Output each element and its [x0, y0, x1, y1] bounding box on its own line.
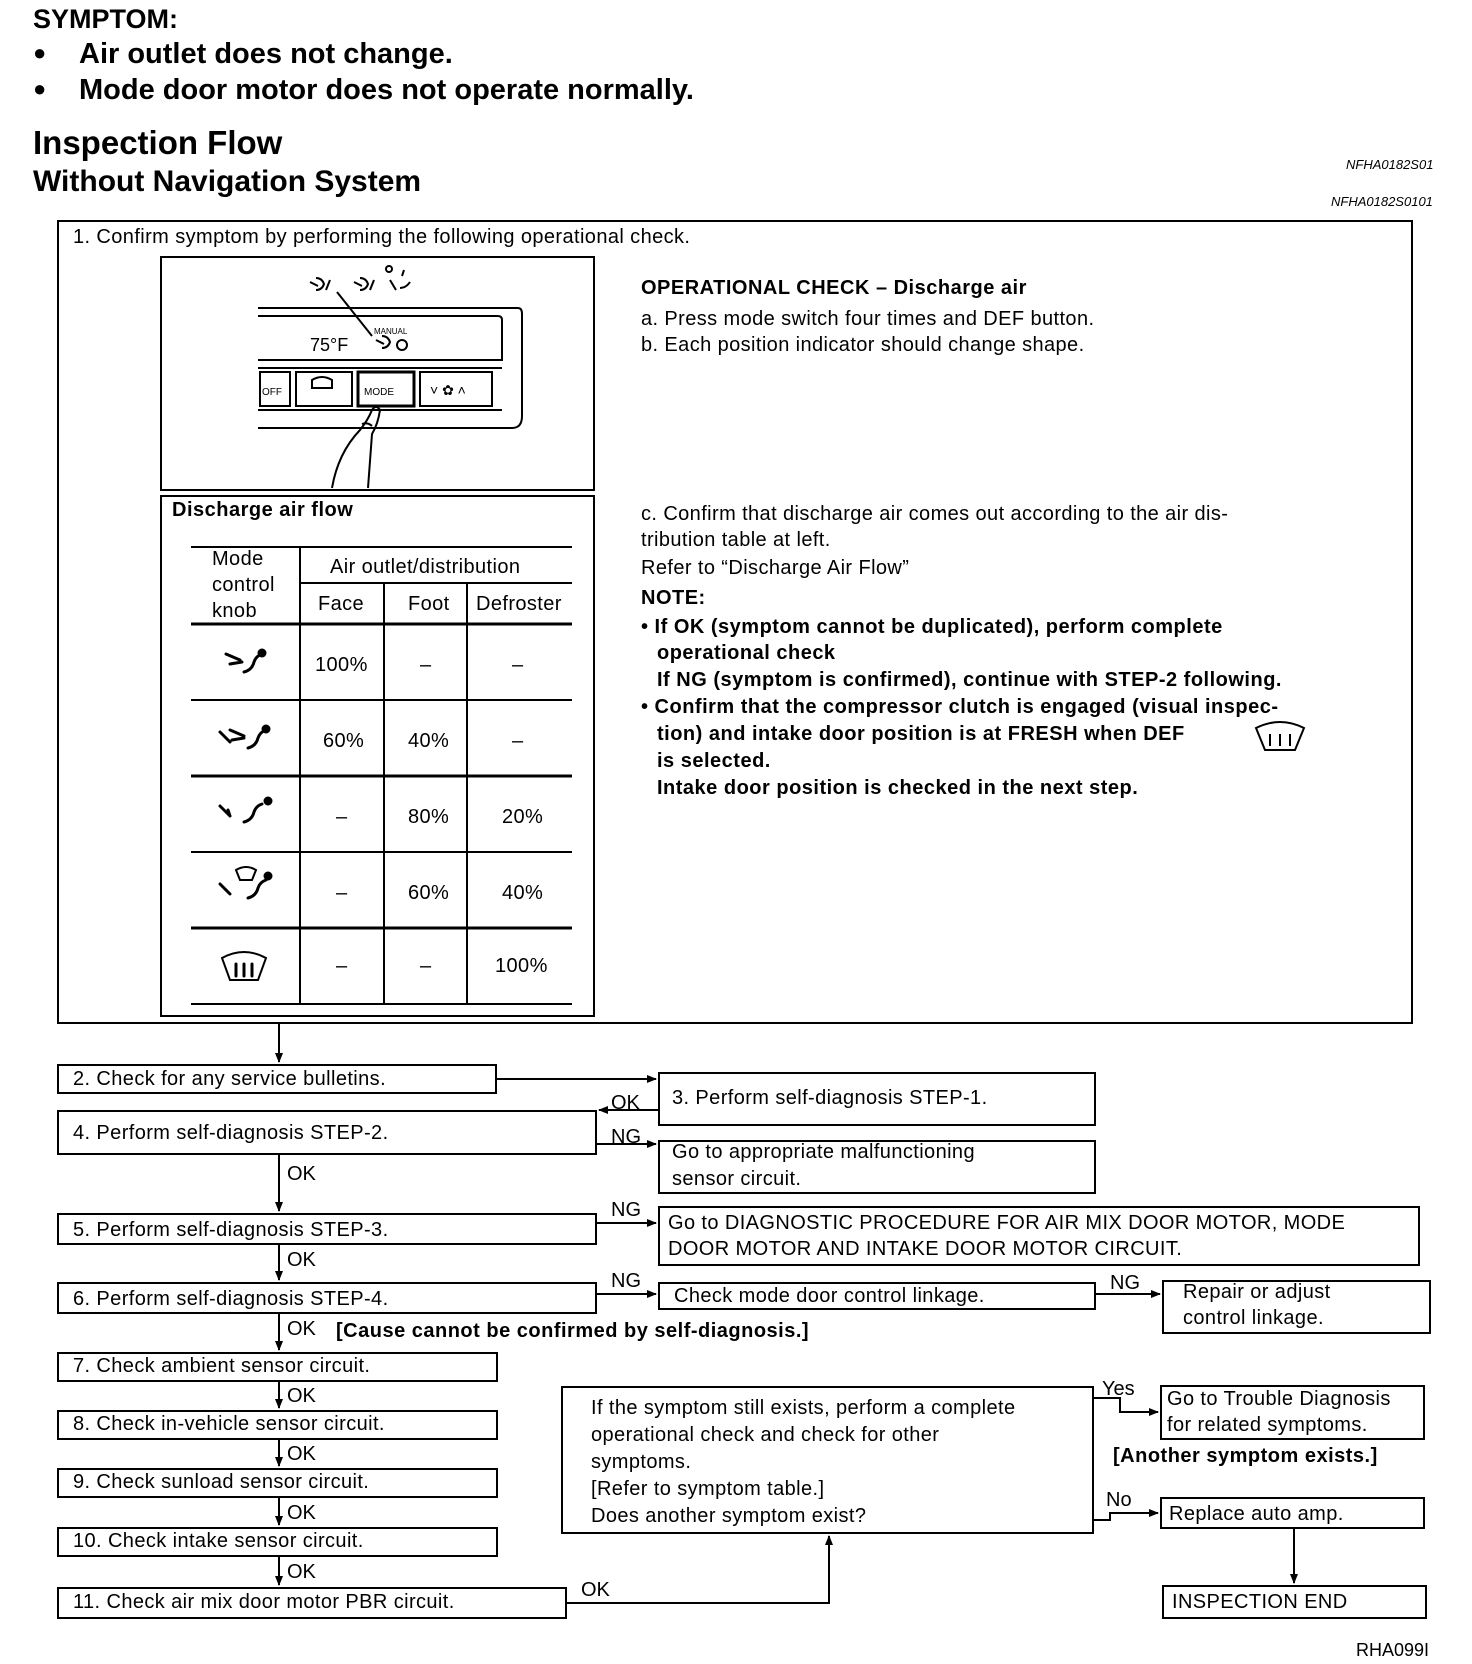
- cell-value: –: [420, 654, 432, 676]
- cell-value: 100%: [495, 955, 548, 977]
- repair-line1: Repair or adjust: [1183, 1281, 1331, 1303]
- ng-label: NG: [611, 1270, 641, 1292]
- cell-value: 60%: [408, 882, 450, 904]
- ok-label: OK: [287, 1163, 316, 1185]
- symptom-item: ● Air outlet does not change.: [33, 38, 453, 70]
- header-mode-3: knob: [212, 600, 257, 622]
- yes-box-line2: for related symptoms.: [1167, 1414, 1368, 1436]
- page-subtitle: Without Navigation System: [33, 165, 422, 198]
- cell-value: –: [336, 955, 348, 977]
- repair-line2: control linkage.: [1183, 1307, 1324, 1329]
- step6-ng-text: Check mode door control linkage.: [674, 1285, 985, 1307]
- table-title: Discharge air flow: [172, 499, 354, 521]
- cell-value: –: [512, 654, 524, 676]
- cell-value: –: [336, 882, 348, 904]
- confirm-c-line2: tribution table at left.: [641, 529, 831, 551]
- op-check-b: b. Each position indicator should change shape.: [641, 334, 1085, 356]
- header-defroster: Defroster: [476, 593, 562, 615]
- no-label: No: [1106, 1489, 1132, 1511]
- yes-label: Yes: [1102, 1378, 1135, 1400]
- no-box-text: Replace auto amp.: [1169, 1503, 1344, 1525]
- refer-text: Refer to “Discharge Air Flow”: [641, 557, 910, 579]
- step4-ng-line1: Go to appropriate malfunctioning: [672, 1141, 975, 1163]
- final-line: If the symptom still exists, perform a complete: [591, 1397, 1016, 1419]
- confirm-c-line1: c. Confirm that discharge air comes out according to the air dis-: [641, 503, 1229, 525]
- ok-label: OK: [611, 1092, 640, 1114]
- step6-text: 6. Perform self-diagnosis STEP-4.: [73, 1288, 389, 1310]
- step2-text: 2. Check for any service bulletins.: [73, 1068, 387, 1090]
- page-title: Inspection Flow: [33, 124, 283, 161]
- final-line: operational check and check for other: [591, 1424, 940, 1446]
- note-line: Intake door position is checked in the next step.: [657, 777, 1139, 799]
- ref-code: NFHA0182S0101: [1331, 194, 1433, 209]
- op-check-a: a. Press mode switch four times and DEF button.: [641, 308, 1095, 330]
- header-group: Air outlet/distribution: [330, 556, 521, 578]
- cause-note: [Cause cannot be confirmed by self-diagnosis.]: [336, 1320, 810, 1342]
- ng-label: NG: [611, 1199, 641, 1221]
- cell-value: 40%: [408, 730, 450, 752]
- symptom-title: SYMPTOM:: [33, 4, 179, 34]
- mode-label: MODE: [364, 387, 394, 398]
- note-line: tion) and intake door position is at FRESH when DEF: [657, 723, 1185, 745]
- another-symptom-note: [Another symptom exists.]: [1113, 1445, 1378, 1467]
- ok-label: OK: [287, 1385, 316, 1407]
- cell-value: –: [336, 806, 348, 828]
- step5-ng-line1: Go to DIAGNOSTIC PROCEDURE FOR AIR MIX DOOR MOTOR, MODE: [668, 1212, 1346, 1234]
- cell-value: 80%: [408, 806, 450, 828]
- header-mode-1: Mode: [212, 548, 264, 570]
- ok-label: OK: [287, 1318, 316, 1340]
- step9-text: 9. Check sunload sensor circuit.: [73, 1471, 370, 1493]
- step5-text: 5. Perform self-diagnosis STEP-3.: [73, 1219, 389, 1241]
- off-label: OFF: [262, 387, 282, 398]
- cell-value: 20%: [502, 806, 544, 828]
- header-face: Face: [318, 593, 365, 615]
- note-line: operational check: [657, 642, 836, 664]
- note-line: • If OK (symptom cannot be duplicated), perform complete: [641, 616, 1223, 638]
- note-line: If NG (symptom is confirmed), continue with STEP-2 following.: [657, 669, 1282, 691]
- svg-text:˅ ✿ ˄: ˅ ✿ ˄: [430, 382, 466, 398]
- end-text: INSPECTION END: [1172, 1591, 1348, 1613]
- ok-label: OK: [581, 1579, 610, 1601]
- step7-text: 7. Check ambient sensor circuit.: [73, 1355, 371, 1377]
- cell-value: 60%: [323, 730, 365, 752]
- ng-label: NG: [1110, 1272, 1140, 1294]
- cell-value: 40%: [502, 882, 544, 904]
- manual-label: MANUAL: [374, 327, 408, 336]
- final-line: [Refer to symptom table.]: [591, 1478, 825, 1500]
- step10-text: 10. Check intake sensor circuit.: [73, 1530, 364, 1552]
- final-line: symptoms.: [591, 1451, 692, 1473]
- step4-ng-line2: sensor circuit.: [672, 1168, 802, 1190]
- step3-text: 3. Perform self-diagnosis STEP-1.: [672, 1087, 988, 1109]
- note-line: is selected.: [657, 750, 771, 772]
- final-line: Does another symptom exist?: [591, 1505, 867, 1527]
- cell-value: –: [420, 955, 432, 977]
- cell-value: 100%: [315, 654, 368, 676]
- ng-label: NG: [611, 1126, 641, 1148]
- step5-ng-line2: DOOR MOTOR AND INTAKE DOOR MOTOR CIRCUIT.: [668, 1238, 1183, 1260]
- cell-value: –: [512, 730, 524, 752]
- symptom-item: ● Mode door motor does not operate normally.: [33, 74, 694, 106]
- header-foot: Foot: [408, 593, 450, 615]
- op-check-title: OPERATIONAL CHECK – Discharge air: [641, 277, 1027, 299]
- note-label: NOTE:: [641, 587, 706, 609]
- ok-label: OK: [287, 1502, 316, 1524]
- step1-text: 1. Confirm symptom by performing the following operational check.: [73, 226, 691, 248]
- step4-text: 4. Perform self-diagnosis STEP-2.: [73, 1122, 389, 1144]
- ok-label: OK: [287, 1561, 316, 1583]
- header-mode-2: control: [212, 574, 275, 596]
- ref-code: NFHA0182S01: [1346, 157, 1434, 172]
- ok-label: OK: [287, 1249, 316, 1271]
- step11-text: 11. Check air mix door motor PBR circuit.: [73, 1591, 455, 1613]
- step8-text: 8. Check in-vehicle sensor circuit.: [73, 1413, 385, 1435]
- ok-label: OK: [287, 1443, 316, 1465]
- temp-display: 75°F: [310, 335, 349, 355]
- note-line: • Confirm that the compressor clutch is engaged (visual inspec-: [641, 696, 1279, 718]
- yes-box-line1: Go to Trouble Diagnosis: [1167, 1388, 1391, 1410]
- figure-code: RHA099I: [1356, 1640, 1430, 1660]
